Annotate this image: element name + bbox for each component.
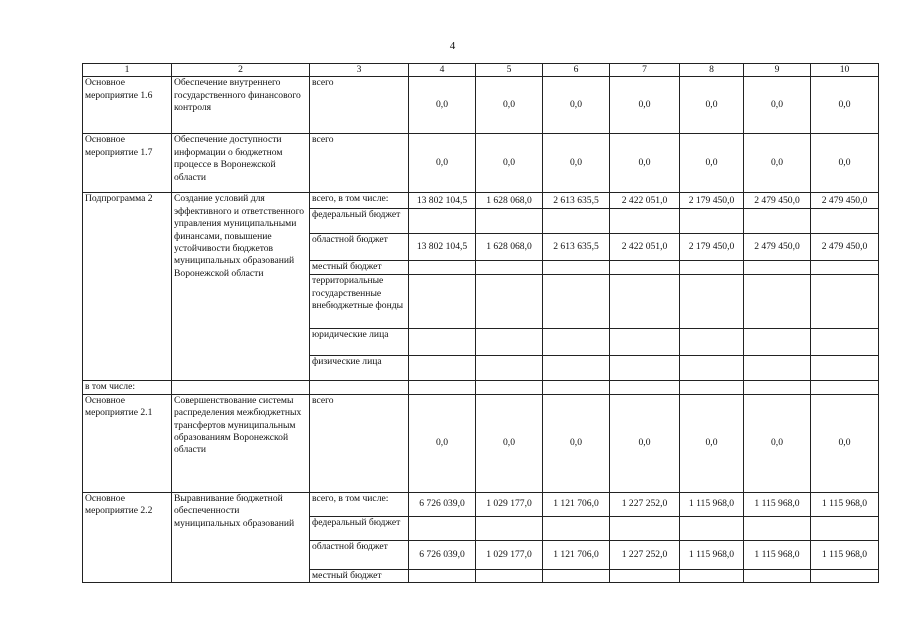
value-cell: 1 115 968,0 [811, 540, 879, 569]
row-name: Обеспечение доступности информации о бюджетном процессе в Воронежской области [172, 134, 310, 193]
row-code: Основное мероприятие 2.2 [83, 492, 172, 582]
source-label: местный бюджет [310, 569, 409, 582]
value-cell: 0,0 [680, 394, 744, 492]
value-cell: 1 115 968,0 [680, 492, 744, 516]
value-cell [409, 516, 476, 540]
value-cell [744, 569, 811, 582]
value-cell [610, 516, 680, 540]
value-cell: 0,0 [409, 134, 476, 193]
table-row [83, 381, 879, 394]
source-label: всего [310, 134, 409, 193]
table-row [83, 492, 879, 516]
table-row [83, 394, 879, 492]
value-cell: 2 479 450,0 [744, 193, 811, 209]
value-cell: 0,0 [543, 394, 610, 492]
value-cell: 1 121 706,0 [543, 492, 610, 516]
value-cell [744, 209, 811, 234]
empty-cell [172, 381, 310, 394]
value-cell [409, 356, 476, 381]
header-cell: 6 [543, 64, 610, 77]
value-cell [476, 329, 543, 356]
value-cell [744, 261, 811, 275]
value-cell: 1 628 068,0 [476, 193, 543, 209]
source-label: всего [310, 77, 409, 134]
empty-cell [744, 381, 811, 394]
value-cell: 6 726 039,0 [409, 540, 476, 569]
value-cell [409, 275, 476, 329]
value-cell: 0,0 [610, 134, 680, 193]
source-label: областной бюджет [310, 234, 409, 261]
value-cell [680, 209, 744, 234]
value-cell [811, 516, 879, 540]
value-cell: 1 115 968,0 [811, 492, 879, 516]
value-cell: 1 115 968,0 [744, 540, 811, 569]
source-label: федеральный бюджет [310, 209, 409, 234]
source-label: юридические лица [310, 329, 409, 356]
value-cell [543, 261, 610, 275]
source-label: территориальные государственные внебюджетные фонды [310, 275, 409, 329]
value-cell [680, 569, 744, 582]
value-cell [610, 275, 680, 329]
value-cell [811, 329, 879, 356]
empty-cell [310, 381, 409, 394]
value-cell: 13 802 104,5 [409, 234, 476, 261]
value-cell: 0,0 [543, 134, 610, 193]
value-cell [811, 275, 879, 329]
value-cell [476, 261, 543, 275]
value-cell: 0,0 [811, 394, 879, 492]
value-cell: 0,0 [744, 134, 811, 193]
value-cell [409, 329, 476, 356]
value-cell [610, 329, 680, 356]
header-cell: 3 [310, 64, 409, 77]
value-cell: 6 726 039,0 [409, 492, 476, 516]
source-label: всего [310, 394, 409, 492]
empty-cell [476, 381, 543, 394]
value-cell [680, 275, 744, 329]
value-cell [476, 356, 543, 381]
value-cell: 2 479 450,0 [811, 234, 879, 261]
value-cell: 0,0 [744, 77, 811, 134]
value-cell [476, 516, 543, 540]
value-cell [811, 356, 879, 381]
table-row [83, 193, 879, 209]
value-cell [744, 275, 811, 329]
source-label: физические лица [310, 356, 409, 381]
source-label: областной бюджет [310, 540, 409, 569]
value-cell [680, 516, 744, 540]
value-cell: 2 179 450,0 [680, 234, 744, 261]
header-cell: 5 [476, 64, 543, 77]
including-label: в том числе: [83, 381, 172, 394]
value-cell [543, 209, 610, 234]
value-cell: 13 802 104,5 [409, 193, 476, 209]
value-cell [811, 261, 879, 275]
table-row [83, 134, 879, 193]
value-cell [680, 356, 744, 381]
header-cell: 10 [811, 64, 879, 77]
value-cell [610, 261, 680, 275]
value-cell [409, 261, 476, 275]
value-cell: 1 121 706,0 [543, 540, 610, 569]
row-code: Основное мероприятие 1.7 [83, 134, 172, 193]
value-cell [543, 275, 610, 329]
value-cell: 2 179 450,0 [680, 193, 744, 209]
header-cell: 4 [409, 64, 476, 77]
header-cell: 7 [610, 64, 680, 77]
value-cell [680, 261, 744, 275]
value-cell: 2 613 635,5 [543, 193, 610, 209]
value-cell: 1 029 177,0 [476, 540, 543, 569]
header-cell: 1 [83, 64, 172, 77]
value-cell: 2 479 450,0 [811, 193, 879, 209]
value-cell: 0,0 [476, 134, 543, 193]
value-cell [811, 209, 879, 234]
value-cell: 0,0 [409, 77, 476, 134]
row-code: Основное мероприятие 2.1 [83, 394, 172, 492]
value-cell: 1 227 252,0 [610, 540, 680, 569]
value-cell [543, 329, 610, 356]
value-cell: 0,0 [811, 134, 879, 193]
value-cell: 1 029 177,0 [476, 492, 543, 516]
header-cell: 2 [172, 64, 310, 77]
source-label: федеральный бюджет [310, 516, 409, 540]
value-cell: 0,0 [476, 394, 543, 492]
source-label: всего, в том числе: [310, 492, 409, 516]
value-cell: 0,0 [744, 394, 811, 492]
empty-cell [811, 381, 879, 394]
page-number: 4 [449, 40, 456, 52]
header-row [83, 64, 879, 77]
row-code: Основное мероприятие 1.6 [83, 77, 172, 134]
row-name: Выравнивание бюджетной обеспеченности муниципальных образований [172, 492, 310, 582]
budget-table [82, 63, 879, 583]
value-cell [744, 516, 811, 540]
value-cell [476, 569, 543, 582]
value-cell: 2 422 051,0 [610, 193, 680, 209]
row-name: Обеспечение внутреннего государственного финансового контроля [172, 77, 310, 134]
value-cell: 2 613 635,5 [543, 234, 610, 261]
value-cell: 0,0 [610, 394, 680, 492]
value-cell [543, 356, 610, 381]
value-cell: 0,0 [610, 77, 680, 134]
row-code: Подпрограмма 2 [83, 193, 172, 381]
value-cell: 1 628 068,0 [476, 234, 543, 261]
value-cell: 0,0 [680, 77, 744, 134]
value-cell [610, 209, 680, 234]
value-cell [543, 569, 610, 582]
empty-cell [680, 381, 744, 394]
header-cell: 8 [680, 64, 744, 77]
value-cell: 0,0 [476, 77, 543, 134]
value-cell: 0,0 [680, 134, 744, 193]
value-cell: 1 115 968,0 [680, 540, 744, 569]
table-row [83, 77, 879, 134]
value-cell: 2 479 450,0 [744, 234, 811, 261]
empty-cell [610, 381, 680, 394]
value-cell [610, 356, 680, 381]
value-cell: 0,0 [811, 77, 879, 134]
value-cell: 0,0 [543, 77, 610, 134]
value-cell [744, 356, 811, 381]
value-cell [744, 329, 811, 356]
source-label: всего, в том числе: [310, 193, 409, 209]
value-cell [476, 209, 543, 234]
value-cell [610, 569, 680, 582]
value-cell: 1 115 968,0 [744, 492, 811, 516]
value-cell: 1 227 252,0 [610, 492, 680, 516]
header-cell: 9 [744, 64, 811, 77]
source-label: местный бюджет [310, 261, 409, 275]
value-cell [476, 275, 543, 329]
value-cell [680, 329, 744, 356]
value-cell: 2 422 051,0 [610, 234, 680, 261]
row-name: Создание условий для эффективного и ответственного управления муниципальными финансами, повышение устойчивости бюджетов муниципальных образований Воронежской области [172, 193, 310, 381]
value-cell [409, 569, 476, 582]
row-name: Совершенствование системы распределения межбюджетных трансфертов муниципальным образованиям Воронежской области [172, 394, 310, 492]
value-cell [409, 209, 476, 234]
value-cell [543, 516, 610, 540]
value-cell: 0,0 [409, 394, 476, 492]
empty-cell [543, 381, 610, 394]
value-cell [811, 569, 879, 582]
empty-cell [409, 381, 476, 394]
